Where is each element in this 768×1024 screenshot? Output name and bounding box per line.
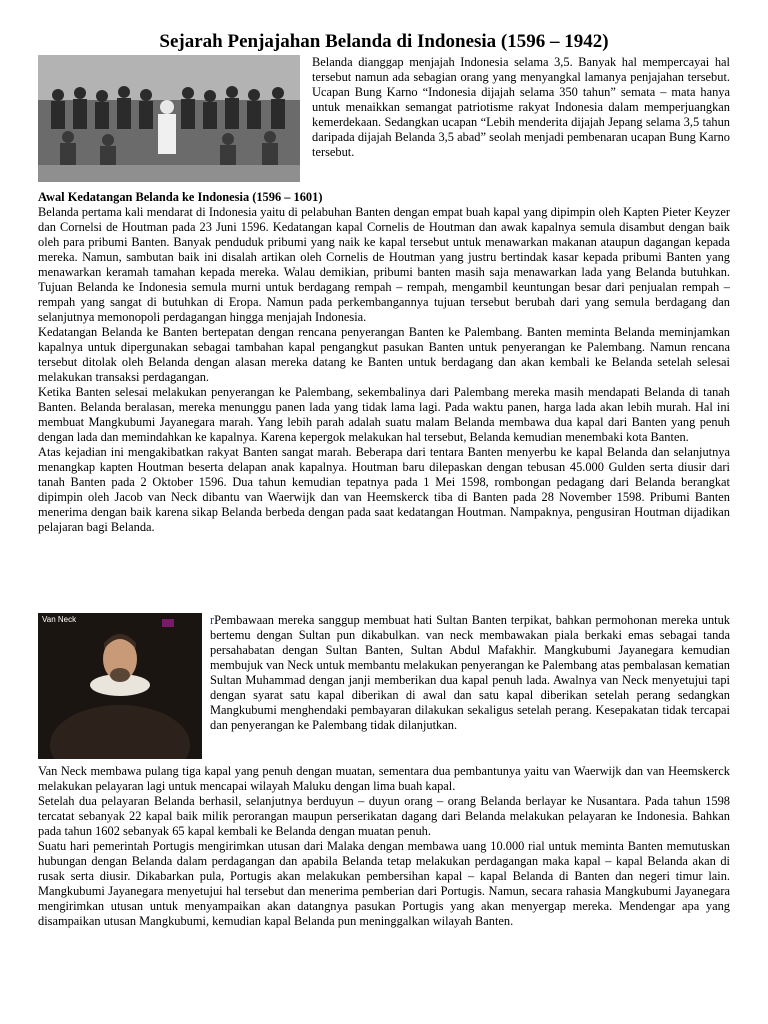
stray-marker: r [210,613,215,627]
body-paragraph: Kedatangan Belanda ke Banten bertepatan dengan rencana penyerangan Banten ke Palembang. Banten meminta Belanda meminjamkan kapalnya untuk dipergunakan sebagai tambahan kapal pengangkut pasukan Banten untuk penyerangan ke Palembang. Namun rencana tersebut ditolak oleh Belanda dengan alasan mereka datang ke Banten untuk berdagang dan akan kembali ke Belanda setelah selesai melakukan transaksi perdagangan. [38,325,730,384]
body-paragraph: Ketika Banten selesai melakukan penyerangan ke Palembang, sekembalinya dari Palembang mereka masih mendapati Belanda di tanah Banten. Belanda beralasan, mereka menunggu panen lada yang tidak lama lagi. Pada waktu panen, harga lada akan lebih murah. Hal ini membuat Mangkubumi Jayanegara marah. Yang lebih parah adalah suatu malam Belanda membawa dua kapal dari Banten yang penuh dengan lada dan memindahkan ke kapalnya. Karena kepergok melakukan hal tersebut, Belanda kemudian menembaki kota Banten. [38,385,730,444]
body-paragraph: Belanda pertama kali mendarat di Indonesia yaitu di pelabuhan Banten dengan empat buah kapal yang dipimpin oleh Kapten Pieter Keyzer dan Cornelsi de Houtman pada 23 Juni 1596. Kedatangan kapal Cornelis de Houtman dan awak kapalnya semula disambut dengan baik oleh para pribumi Banten. Banyak penduduk pribumi yang naik ke kapal tersebut untuk menawarkan makanan ataupun dagangan kepada mereka. Namun, sambutan baik ini disalah artikan oleh Cornelis de Houtman yang justru bertindak kasar kepada pribumi Banten yang menawarkan keramah tamahan kepada mereka. Walau demikian, pribumi banten masih saja menawarkan lada yang Belanda butuhkan. Tujuan Belanda ke Indonesia semula murni untuk berdagang rempah – rempah, mengambil keuntungan besar dari penjualan rempah – rempah yang sangat di butuhkan di Eropa. Namun pada perkembangannya tujuan tersebut berubah dari yang semula berdagang dan selanjutnya memonopoli perdagangan hingga menjajah Indonesia. [38,205,730,324]
body-paragraph: Van Neck membawa pulang tiga kapal yang penuh dengan muatan, sementara dua pembantunya yaitu van Waerwijk dan van Heemskerck melakukan pelayaran lagi untuk mencapai wilayah Maluku dengan lima buah kapal. [38,764,730,793]
portrait-illustration [38,613,202,759]
group-photo-illustration [38,55,300,182]
photo-caption: Van Neck [42,615,77,624]
page-title: Sejarah Penjajahan Belanda di Indonesia (1596 – 1942) [159,31,609,52]
body-section-bottom [38,764,730,929]
side-paragraph [210,613,730,733]
body-paragraph: Setelah dua pelayaran Belanda berhasil, selanjutnya berduyun – duyun orang – orang Belanda berlayar ke Nusantara. Pada tahun 1598 tercatat sebanyak 22 kapal baik milik perorangan maupun perserikatan dagang dari Belanda melakukan pelayaran ke Indonesia. Bahkan pada tahun 1602 sebanyak 65 kapal kembali ke Belanda dengan muatan penuh. [38,794,730,838]
body-section-top [38,205,730,535]
side-paragraph-text: Pembawaan mereka sanggup membuat hati Sultan Banten terpikat, bahkan permohonan mereka untuk bertemu dengan Sultan pun dikabulkan. van neck membawakan piala berkaki emas sebagai tanda persahabatan dengan Sultan Banten, Sultan Abdul Mafakhir. Mangkubumi Jayanegara kemudian membujuk van Neck untuk membantu melakukan penyerangan ke Palembang atas pembalasan kematian Sultan Muhammad dengan janji memberikan dua kapal penuh lada. Awalnya van Neck menyetujui tapi dengan syarat satu kapal diberikan di awal dan satu kapal diberikan setelah perang sedangkan Mangkubumi menghendaki pembayaran dilakukan sekaligus setelah perang. Kesepakatan tidak tercapai dan penyerangan ke Palembang tidak dilanjutkan. [210,613,730,732]
body-paragraph: Atas kejadian ini mengakibatkan rakyat Banten sangat marah. Beberapa dari tentara Banten menyerbu ke kapal Belanda dan selanjutnya menangkap kapten Houtman beserta delapan anak kapalnya. Houtman baru dilepaskan dengan tebusan 45.000 Gulden serta diusir dari tanah Banten pada 2 Oktober 1596. Dua tahun kemudian tepatnya pada 1 Mei 1598, rombongan pedagang dari Belanda berangkat dipimpin oleh Jacob van Neck dibantu van Waerwijk dan van Heemskerck tiba di Banten pada 28 November 1598. Pribumi Banten menerima dengan baik karena sikap Belanda berbeda dengan pada saat kedatangan Houtman. Nampaknya, pengusiran Houtman dijadikan pelajaran bagi Belanda. [38,445,730,534]
van-neck-portrait [38,613,202,759]
body-paragraph: Suatu hari pemerintah Portugis mengirimkan utusan dari Malaka dengan membawa uang 10.000 rial untuk meminta Banten memutuskan hubungan dengan Belanda dalam perdagangan dan apabila Belanda tetap melakukan perdagangan maka kapal – kapal Belanda akan di rusak serta diusir. Dikabarkan pula, Portugis akan melakukan pembersihan kapal – kapal Belanda di Banten dan negeri timur lain. Mangkubumi Jayanegara menyetujui hal tersebut dan menerima pemberian dari Portugis. Namun, secara rahasia Mangkubumi Jayanegara mengirimkan utusan untuk menyampaikan akan datangnya pasukan Portugis yang akan menyergap mereka. Mendengar apa yang disampaikan utusan Mangkubumi, kemudian kapal Belanda pun meninggalkan wilayah Banten. [38,839,730,928]
historical-group-photo [38,55,300,182]
section-heading: Awal Kedatangan Belanda ke Indonesia (1596 – 1601) [38,190,323,204]
intro-paragraph: Belanda dianggap menjajah Indonesia selama 3,5. Banyak hal mempercayai hal tersebut namun ada sebagian orang yang menyangkal lamanya penjajahan tersebut. Ucapan Bung Karno “Indonesia dijajah selama 350 tahun” semata – mata hanya untuk menaikkan semangat patriotisme rakyat Indonesia dalam memperjuangkan kemerdekaan. Sedangkan ucapan “Lebih menderita dijajah Jepang selama 3,5 tahun daripada dijajah Belanda 3,5 abad” seolah menjadi pembenaran ucapan Bung Karno tersebut. [312,55,730,159]
